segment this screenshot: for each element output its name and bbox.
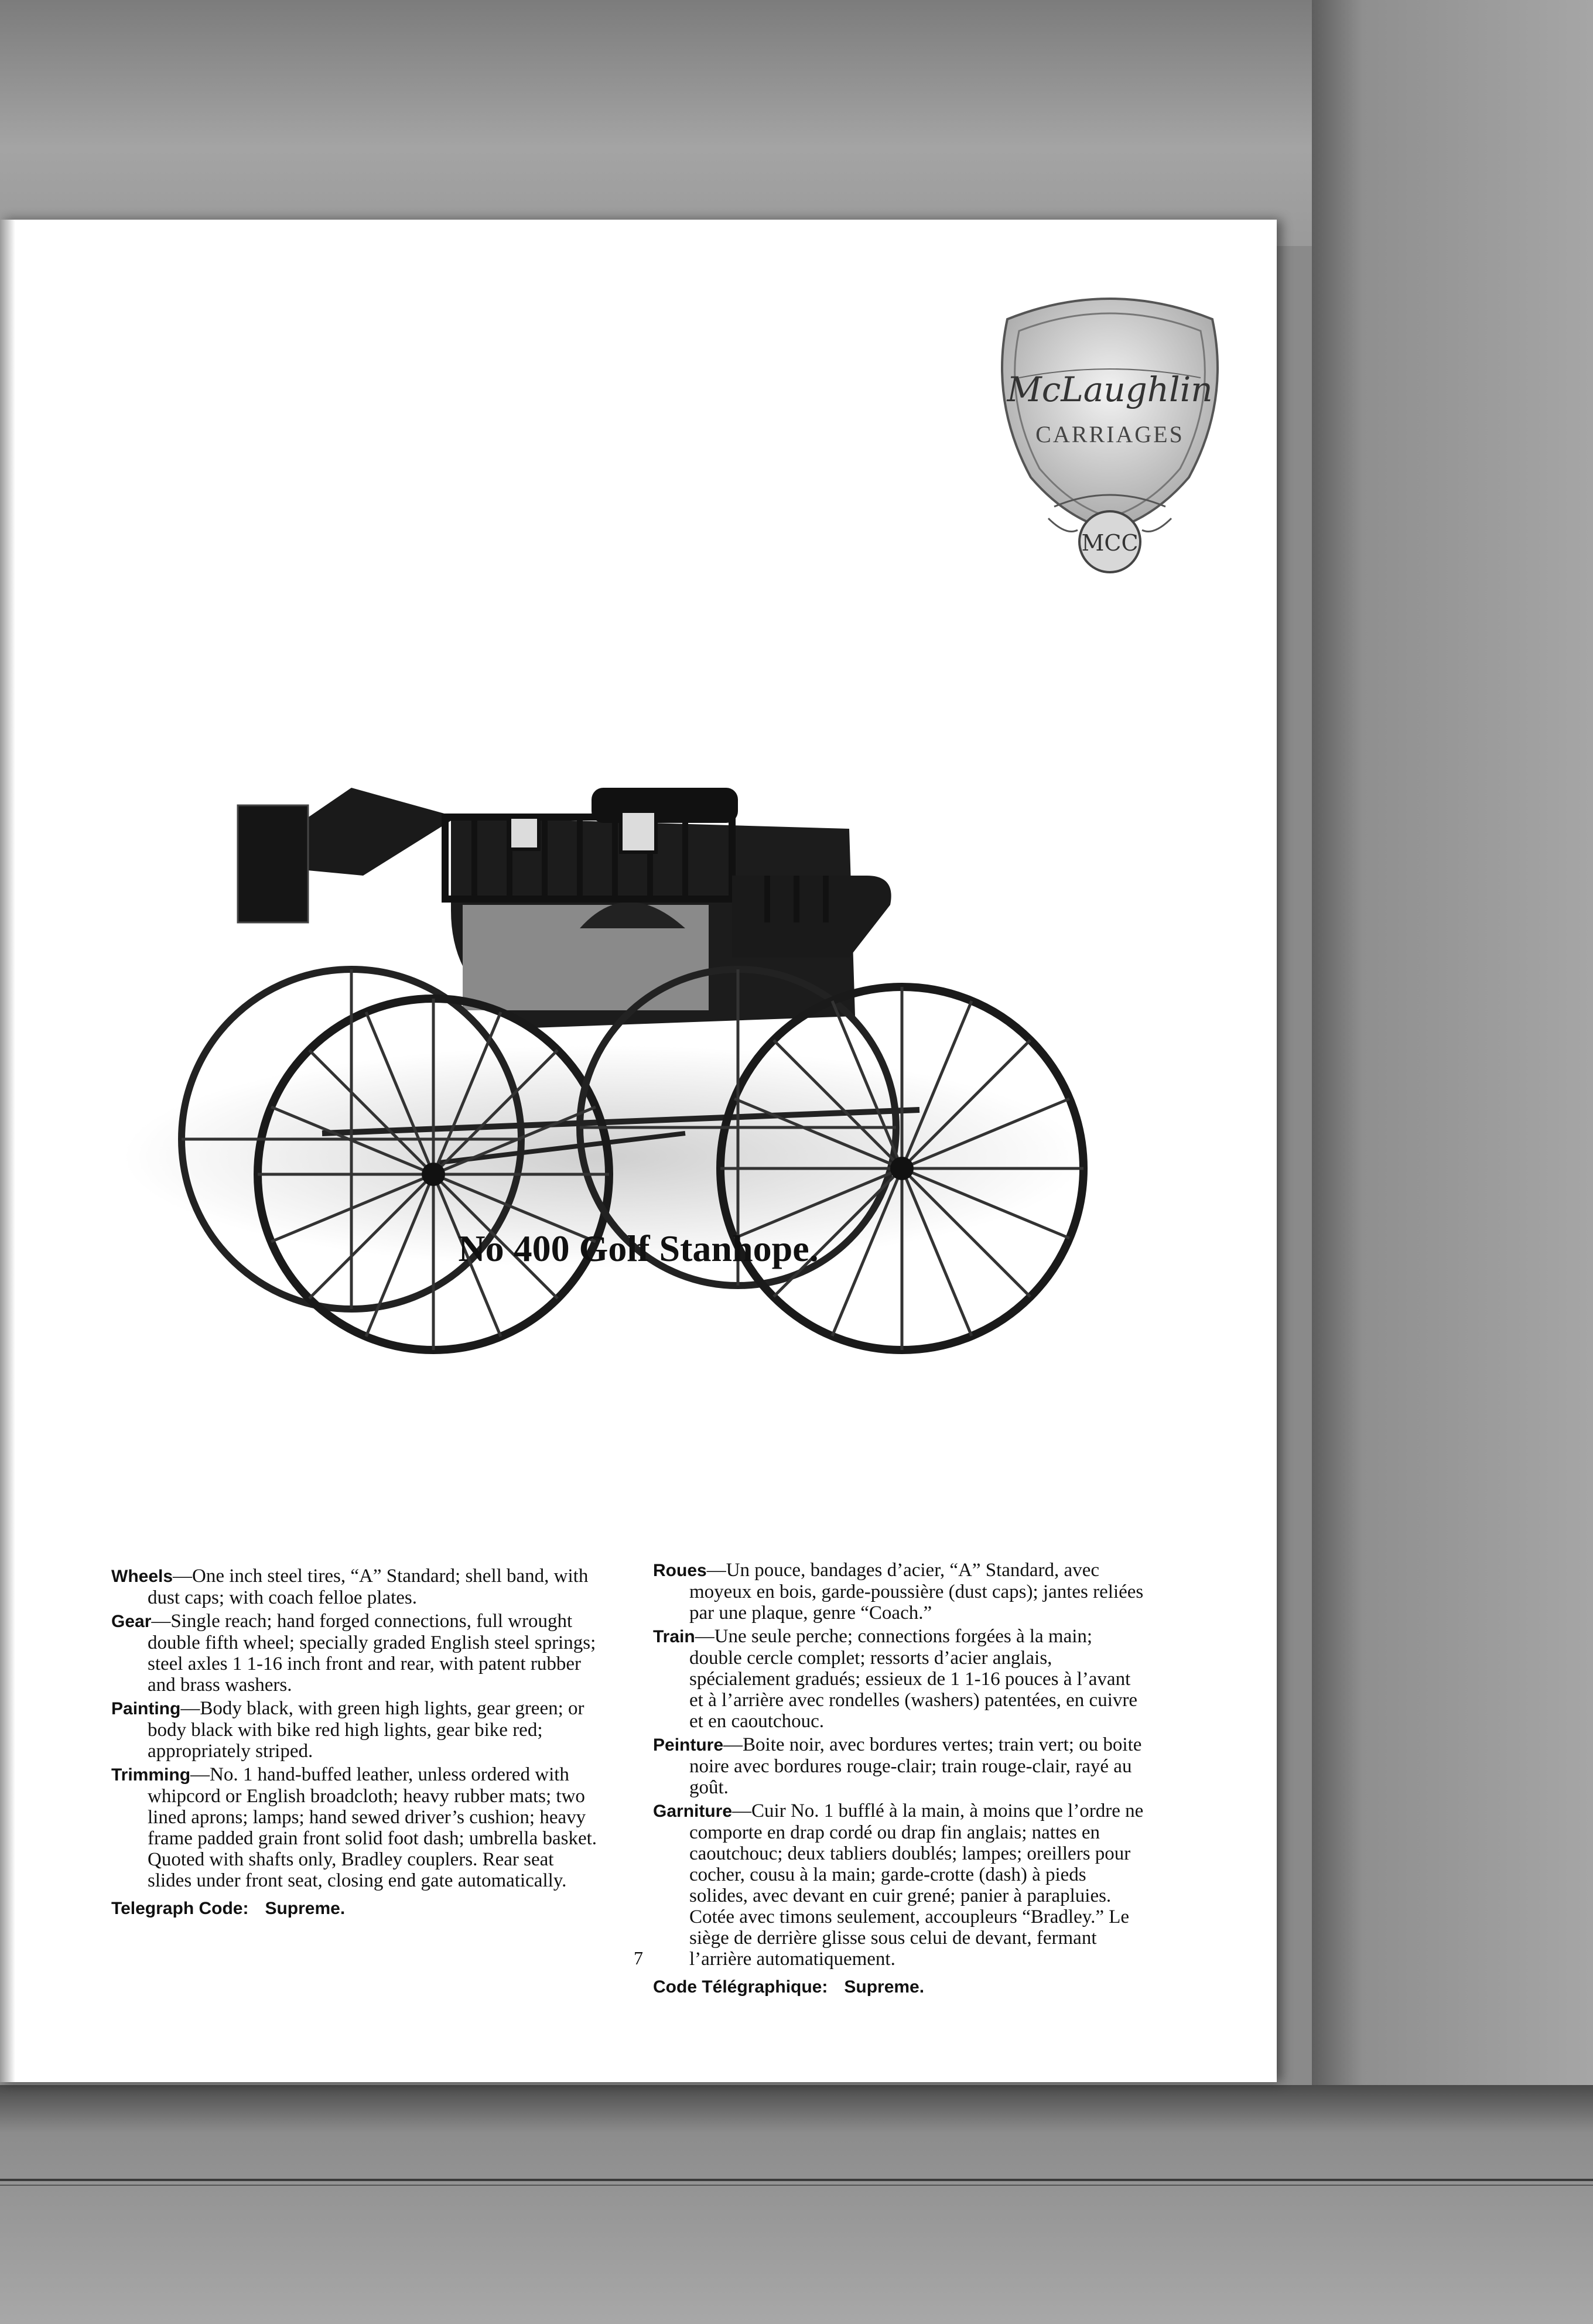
english-specs [111,1566,600,1922]
telegraph-code-value: Supreme. [844,1977,925,1997]
telegraph-code-label: Code Télégraphique: [653,1977,828,1997]
divider [0,2179,1593,2181]
telegraph-code [111,1898,600,1919]
french-specs [653,1560,1145,2000]
telegraph-code-value: Supreme. [265,1899,346,1918]
spec-text: Single reach; hand forged connections, full wrought double fifth wheel; specially graded English steel springs; steel axles 1 1-16 inch front and rear, with patent rubber and brass washers. [148,1611,596,1696]
spec-term: Peinture [653,1735,724,1755]
rear-seat-back [238,805,308,922]
spec-term: Painting [111,1699,181,1718]
spec-term: Gear [111,1612,152,1631]
background-right [1312,0,1593,2324]
spec-item: Train—Une seule perche; connections forgées à la main; double cercle complet; ressorts d’acier anglais, spécialement gradués; essieux de 1 1-16 pouces à l’avant et à l’arrière avec rondelles (washers) patentées, en cuivre et en caoutchouc. [653,1626,1137,1732]
page-number: 7 [634,1947,643,1968]
spec-term: Trimming [111,1765,191,1785]
carriage-lamp [510,817,539,849]
mclaughlin-logo [984,284,1236,589]
spec-text: No. 1 hand-buffed leather, unless ordered with whipcord or English broadcloth; heavy rubber mats; two lined aprons; lamps; hand sewed driver’s cushion; heavy frame padded grain front solid foot dash; umbrella basket. Quoted with shafts only, Bradley couplers. Rear seat slides under front seat, closing end gate automatically. [148,1764,597,1891]
front-dash [732,876,891,958]
spec-item: Roues—Un pouce, bandages d’acier, “A” Standard, avec moyeux en bois, garde-poussière (dust caps); jantes reliées par une plaque, genre “Coach.” [653,1560,1144,1624]
spec-text: Body black, with green high lights, gear green; or body black with bike red high lights, gear bike red; appropriately striped. [148,1698,584,1762]
catalog-page [0,220,1277,2082]
spec-item: Garniture—Cuir No. 1 bufflé à la main, à moins que l’ordre ne comporte en drap cordé ou drap fin anglais; nattes en caoutchouc; deux tabliers doublés; lampes; oreillers pour cocher, cousu à la main; garde-crotte (dash) à pieds solides, avec devant en cuir grené; panier à parapluies. Cotée avec timons seulement, accoupleurs “Bradley.” Le siège de derrière glisse sous celui de devant, fermant l’arrière automatiquement. [653,1800,1144,1970]
spec-term: Garniture [653,1802,733,1821]
telegraph-code-label: Telegraph Code: [111,1899,249,1918]
spec-term: Train [653,1627,695,1646]
hub [890,1157,914,1180]
spec-text: One inch steel tires, “A” Standard; shell band, with dust caps; with coach felloe plates. [148,1566,589,1608]
spec-text: Une seule perche; connections forgées à la main; double cercle complet; ressorts d’acier anglais, spécialement gradués; essieux de 1 1-16 pouces à l’avant et à l’arrière avec rondelles (washers) patentées, en cuivre et en caoutchouc. [689,1626,1137,1732]
spec-term: Roues [653,1561,707,1580]
logo-wordmark: McLaughlin [1007,370,1213,409]
spec-text: Cuir No. 1 bufflé à la main, à moins que l’ordre ne comporte en drap cordé ou drap fin anglais; nattes en caoutchouc; deux tabliers doublés; lampes; oreillers pour cocher, cousu à la main; garde-crotte (dash) à pieds solides, avec devant en cuir grené; panier à parapluies. Cotée avec timons seulement, accoupleurs “Bradley.” Le siège de derrière glisse sous celui de devant, fermant l’arrière automatiquement. [689,1800,1144,1970]
background-bottom [0,2085,1593,2324]
spec-item: Gear—Single reach; hand forged connections, full wrought double fifth wheel; specially graded English steel springs; steel axles 1 1-16 inch front and rear, with patent rubber and brass washers. [111,1611,596,1696]
divider [0,2185,1593,2186]
spec-item: Trimming—No. 1 hand-buffed leather, unless ordered with whipcord or English broadcloth; heavy rubber mats; two lined aprons; lamps; hand sewed driver’s cushion; heavy frame padded grain front solid foot dash; umbrella basket. Quoted with shafts only, Bradley couplers. Rear seat slides under front seat, closing end gate automatically. [111,1764,597,1891]
logo-monogram: MCC [1081,530,1139,556]
page-spine [0,220,15,2082]
logo-subtitle: CARRIAGES [1035,421,1184,447]
spec-item: Peinture—Boite noir, avec bordures vertes; train vert; ou boite noire avec bordures rouge-clair; train rouge-clair, rayé au goût. [653,1734,1142,1798]
spec-term: Wheels [111,1567,173,1586]
spec-text: Boite noir, avec bordures vertes; train vert; ou boite noire avec bordures rouge-clair; train rouge-clair, rayé au goût. [689,1734,1142,1798]
spec-item: Painting—Body black, with green high lights, gear green; or body black with bike red high lights, gear bike red; appropriately striped. [111,1698,584,1762]
telegraph-code [653,1977,1145,1998]
spec-text: Un pouce, bandages d’acier, “A” Standard, avec moyeux en bois, garde-poussière (dust caps); jantes reliées par une plaque, genre “Coach.” [689,1560,1144,1624]
hub [422,1163,445,1186]
spec-item: Wheels—One inch steel tires, “A” Standard; shell band, with dust caps; with coach felloe plates. [111,1566,589,1608]
page-title: No 400 Golf Stanhope. [458,1228,819,1269]
carriage-lamp [621,811,656,852]
